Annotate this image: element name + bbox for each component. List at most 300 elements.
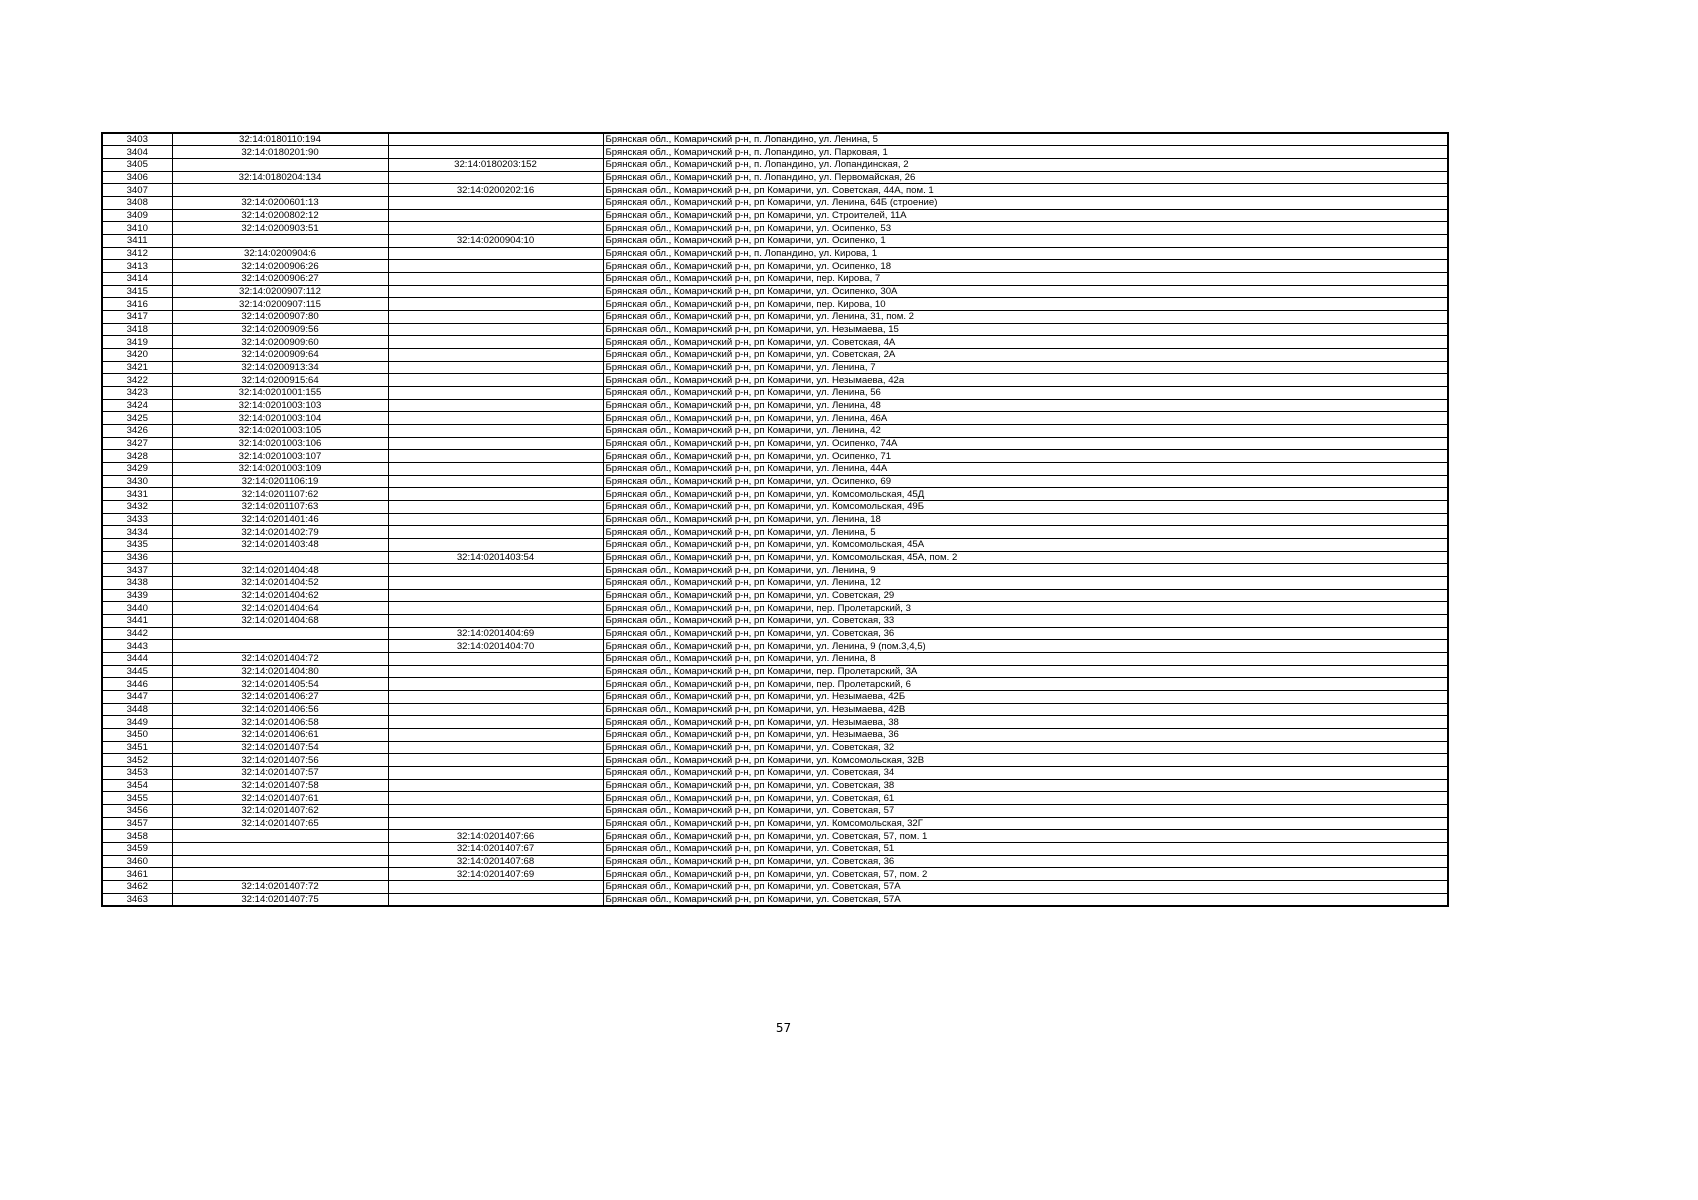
cadastral-number-alt-cell	[388, 462, 603, 475]
row-number-cell: 3457	[102, 817, 172, 830]
address-cell: Брянская обл., Комаричский р-н, рп Комаричи, ул. Советская, 36	[603, 855, 1448, 868]
cadastral-number-alt-cell	[388, 323, 603, 336]
address-cell: Брянская обл., Комаричский р-н, рп Комаричи, ул. Советская, 36	[603, 627, 1448, 640]
table-row	[102, 615, 1448, 628]
table-row	[102, 564, 1448, 577]
row-number-cell: 3422	[102, 374, 172, 387]
row-number-cell: 3452	[102, 754, 172, 767]
row-number-cell: 3455	[102, 792, 172, 805]
address-cell: Брянская обл., Комаричский р-н, рп Комаричи, ул. Ленина, 56	[603, 386, 1448, 399]
table-row	[102, 310, 1448, 323]
cadastral-number-cell: 32:14:0200913:34	[172, 361, 388, 374]
table-row	[102, 830, 1448, 843]
cadastral-number-alt-cell	[388, 348, 603, 361]
cadastral-number-alt-cell	[388, 500, 603, 513]
row-number-cell: 3418	[102, 323, 172, 336]
table-row	[102, 703, 1448, 716]
address-cell: Брянская обл., Комаричский р-н, рп Комаричи, ул. Советская, 32	[603, 741, 1448, 754]
cadastral-number-alt-cell: 32:14:0180203:152	[388, 158, 603, 171]
row-number-cell: 3450	[102, 729, 172, 742]
table-row	[102, 716, 1448, 729]
cadastral-number-alt-cell: 32:14:0201403:54	[388, 551, 603, 564]
cadastral-number-alt-cell	[388, 336, 603, 349]
cadastral-number-cell	[172, 868, 388, 881]
cadastral-number-cell: 32:14:0201404:64	[172, 602, 388, 615]
cadastral-number-alt-cell: 32:14:0200904:10	[388, 234, 603, 247]
row-number-cell: 3462	[102, 881, 172, 894]
cadastral-number-alt-cell: 32:14:0201407:68	[388, 855, 603, 868]
row-number-cell: 3406	[102, 171, 172, 184]
address-cell: Брянская обл., Комаричский р-н, рп Комаричи, пер. Пролетарский, 3	[603, 602, 1448, 615]
cadastral-number-alt-cell	[388, 741, 603, 754]
cadastral-number-cell	[172, 843, 388, 856]
row-number-cell: 3444	[102, 653, 172, 666]
row-number-cell: 3446	[102, 678, 172, 691]
address-cell: Брянская обл., Комаричский р-н, рп Комаричи, ул. Незымаева, 36	[603, 729, 1448, 742]
cadastral-number-cell	[172, 640, 388, 653]
cadastral-number-alt-cell	[388, 437, 603, 450]
cadastral-number-cell: 32:14:0201407:75	[172, 893, 388, 906]
table-row	[102, 817, 1448, 830]
address-cell: Брянская обл., Комаричский р-н, рп Комаричи, ул. Ленина, 48	[603, 399, 1448, 412]
registry-table-body	[102, 133, 1448, 906]
cadastral-number-cell: 32:14:0201003:105	[172, 424, 388, 437]
table-row	[102, 653, 1448, 666]
cadastral-number-alt-cell	[388, 386, 603, 399]
row-number-cell: 3411	[102, 234, 172, 247]
cadastral-number-alt-cell	[388, 805, 603, 818]
table-row	[102, 539, 1448, 552]
table-row	[102, 272, 1448, 285]
address-cell: Брянская обл., Комаричский р-н, рп Комаричи, ул. Осипенко, 1	[603, 234, 1448, 247]
address-cell: Брянская обл., Комаричский р-н, п. Лопандино, ул. Парковая, 1	[603, 146, 1448, 159]
cadastral-number-alt-cell: 32:14:0201407:69	[388, 868, 603, 881]
cadastral-number-cell: 32:14:0201401:46	[172, 513, 388, 526]
cadastral-number-cell: 32:14:0201403:48	[172, 539, 388, 552]
row-number-cell: 3454	[102, 779, 172, 792]
cadastral-number-alt-cell	[388, 602, 603, 615]
cadastral-number-cell: 32:14:0201107:62	[172, 488, 388, 501]
cadastral-number-cell	[172, 627, 388, 640]
address-cell: Брянская обл., Комаричский р-н, рп Комаричи, ул. Ленина, 31, пом. 2	[603, 310, 1448, 323]
cadastral-number-cell	[172, 158, 388, 171]
table-row	[102, 196, 1448, 209]
table-row	[102, 336, 1448, 349]
address-cell: Брянская обл., Комаричский р-н, рп Комаричи, ул. Советская, 2А	[603, 348, 1448, 361]
table-row	[102, 133, 1448, 146]
address-cell: Брянская обл., Комаричский р-н, рп Комаричи, пер. Пролетарский, 6	[603, 678, 1448, 691]
table-row	[102, 260, 1448, 273]
cadastral-number-alt-cell	[388, 285, 603, 298]
cadastral-number-cell: 32:14:0200907:80	[172, 310, 388, 323]
row-number-cell: 3414	[102, 272, 172, 285]
row-number-cell: 3441	[102, 615, 172, 628]
row-number-cell: 3461	[102, 868, 172, 881]
cadastral-number-cell: 32:14:0201406:56	[172, 703, 388, 716]
address-cell: Брянская обл., Комаричский р-н, рп Комаричи, ул. Советская, 38	[603, 779, 1448, 792]
table-row	[102, 741, 1448, 754]
cadastral-number-alt-cell	[388, 817, 603, 830]
address-cell: Брянская обл., Комаричский р-н, рп Комаричи, ул. Ленина, 42	[603, 424, 1448, 437]
row-number-cell: 3405	[102, 158, 172, 171]
address-cell: Брянская обл., Комаричский р-н, рп Комаричи, ул. Незымаева, 42Б	[603, 691, 1448, 704]
cadastral-number-alt-cell	[388, 754, 603, 767]
row-number-cell: 3430	[102, 475, 172, 488]
table-row	[102, 729, 1448, 742]
table-row	[102, 691, 1448, 704]
address-cell: Брянская обл., Комаричский р-н, рп Комаричи, ул. Советская, 57, пом. 1	[603, 830, 1448, 843]
row-number-cell: 3426	[102, 424, 172, 437]
row-number-cell: 3417	[102, 310, 172, 323]
cadastral-number-cell: 32:14:0201407:57	[172, 767, 388, 780]
table-row	[102, 222, 1448, 235]
row-number-cell: 3420	[102, 348, 172, 361]
cadastral-number-alt-cell	[388, 298, 603, 311]
row-number-cell: 3413	[102, 260, 172, 273]
table-row	[102, 602, 1448, 615]
address-cell: Брянская обл., Комаричский р-н, рп Комаричи, ул. Советская, 51	[603, 843, 1448, 856]
cadastral-number-cell: 32:14:0201106:19	[172, 475, 388, 488]
cadastral-number-alt-cell	[388, 589, 603, 602]
address-cell: Брянская обл., Комаричский р-н, рп Комаричи, ул. Ленина, 64Б (строение)	[603, 196, 1448, 209]
table-row	[102, 386, 1448, 399]
cadastral-number-alt-cell	[388, 539, 603, 552]
cadastral-number-alt-cell	[388, 450, 603, 463]
cadastral-number-alt-cell	[388, 310, 603, 323]
address-cell: Брянская обл., Комаричский р-н, рп Комаричи, ул. Осипенко, 30А	[603, 285, 1448, 298]
table-row	[102, 209, 1448, 222]
row-number-cell: 3419	[102, 336, 172, 349]
cadastral-number-cell: 32:14:0200903:51	[172, 222, 388, 235]
address-cell: Брянская обл., Комаричский р-н, рп Комаричи, ул. Осипенко, 69	[603, 475, 1448, 488]
cadastral-number-cell: 32:14:0201003:109	[172, 462, 388, 475]
table-row	[102, 792, 1448, 805]
cadastral-number-cell: 32:14:0201407:62	[172, 805, 388, 818]
address-cell: Брянская обл., Комаричский р-н, рп Комаричи, ул. Ленина, 46А	[603, 412, 1448, 425]
row-number-cell: 3434	[102, 526, 172, 539]
cadastral-number-alt-cell	[388, 399, 603, 412]
cadastral-number-alt-cell	[388, 881, 603, 894]
cadastral-number-cell: 32:14:0201404:48	[172, 564, 388, 577]
table-row	[102, 234, 1448, 247]
address-cell: Брянская обл., Комаричский р-н, п. Лопандино, ул. Первомайская, 26	[603, 171, 1448, 184]
row-number-cell: 3427	[102, 437, 172, 450]
row-number-cell: 3429	[102, 462, 172, 475]
cadastral-number-cell: 32:14:0200909:64	[172, 348, 388, 361]
cadastral-number-alt-cell	[388, 196, 603, 209]
address-cell: Брянская обл., Комаричский р-н, рп Комаричи, пер. Кирова, 7	[603, 272, 1448, 285]
table-row	[102, 500, 1448, 513]
row-number-cell: 3439	[102, 589, 172, 602]
table-row	[102, 754, 1448, 767]
cadastral-number-alt-cell: 32:14:0201404:69	[388, 627, 603, 640]
row-number-cell: 3437	[102, 564, 172, 577]
cadastral-number-cell: 32:14:0201406:27	[172, 691, 388, 704]
row-number-cell: 3456	[102, 805, 172, 818]
cadastral-number-cell: 32:14:0201407:54	[172, 741, 388, 754]
row-number-cell: 3424	[102, 399, 172, 412]
address-cell: Брянская обл., Комаричский р-н, рп Комаричи, ул. Советская, 57А	[603, 881, 1448, 894]
row-number-cell: 3431	[102, 488, 172, 501]
table-row	[102, 374, 1448, 387]
cadastral-number-alt-cell: 32:14:0200202:16	[388, 184, 603, 197]
table-row	[102, 893, 1448, 906]
address-cell: Брянская обл., Комаричский р-н, рп Комаричи, ул. Советская, 44А, пом. 1	[603, 184, 1448, 197]
cadastral-number-cell: 32:14:0201407:72	[172, 881, 388, 894]
table-row	[102, 184, 1448, 197]
address-cell: Брянская обл., Комаричский р-н, п. Лопандино, ул. Лопандинская, 2	[603, 158, 1448, 171]
cadastral-number-alt-cell	[388, 475, 603, 488]
cadastral-number-alt-cell	[388, 146, 603, 159]
registry-table	[101, 132, 1449, 907]
cadastral-number-alt-cell	[388, 729, 603, 742]
cadastral-number-cell: 32:14:0200907:115	[172, 298, 388, 311]
table-row	[102, 450, 1448, 463]
table-row	[102, 805, 1448, 818]
address-cell: Брянская обл., Комаричский р-н, рп Комаричи, ул. Ленина, 7	[603, 361, 1448, 374]
cadastral-number-alt-cell	[388, 171, 603, 184]
table-row	[102, 462, 1448, 475]
address-cell: Брянская обл., Комаричский р-н, рп Комаричи, ул. Ленина, 44А	[603, 462, 1448, 475]
address-cell: Брянская обл., Комаричский р-н, рп Комаричи, ул. Незымаева, 42а	[603, 374, 1448, 387]
table-row	[102, 348, 1448, 361]
cadastral-number-cell: 32:14:0200906:27	[172, 272, 388, 285]
cadastral-number-cell: 32:14:0200909:56	[172, 323, 388, 336]
row-number-cell: 3443	[102, 640, 172, 653]
cadastral-number-cell: 32:14:0180201:90	[172, 146, 388, 159]
cadastral-number-alt-cell	[388, 412, 603, 425]
row-number-cell: 3463	[102, 893, 172, 906]
table-row	[102, 589, 1448, 602]
table-row	[102, 146, 1448, 159]
cadastral-number-cell: 32:14:0201003:104	[172, 412, 388, 425]
row-number-cell: 3440	[102, 602, 172, 615]
table-row	[102, 627, 1448, 640]
cadastral-number-cell: 32:14:0201405:54	[172, 678, 388, 691]
address-cell: Брянская обл., Комаричский р-н, рп Комаричи, ул. Ленина, 5	[603, 526, 1448, 539]
cadastral-number-cell: 32:14:0201404:62	[172, 589, 388, 602]
cadastral-number-cell: 32:14:0201404:52	[172, 577, 388, 590]
address-cell: Брянская обл., Комаричский р-н, рп Комаричи, ул. Советская, 4А	[603, 336, 1448, 349]
address-cell: Брянская обл., Комаричский р-н, рп Комаричи, ул. Осипенко, 74А	[603, 437, 1448, 450]
row-number-cell: 3447	[102, 691, 172, 704]
cadastral-number-cell	[172, 551, 388, 564]
address-cell: Брянская обл., Комаричский р-н, рп Комаричи, ул. Комсомольская, 45Д	[603, 488, 1448, 501]
cadastral-number-alt-cell	[388, 513, 603, 526]
cadastral-number-cell: 32:14:0200907:112	[172, 285, 388, 298]
row-number-cell: 3459	[102, 843, 172, 856]
cadastral-number-alt-cell	[388, 424, 603, 437]
cadastral-number-alt-cell	[388, 653, 603, 666]
row-number-cell: 3432	[102, 500, 172, 513]
address-cell: Брянская обл., Комаричский р-н, рп Комаричи, ул. Советская, 57А	[603, 893, 1448, 906]
cadastral-number-alt-cell	[388, 665, 603, 678]
row-number-cell: 3416	[102, 298, 172, 311]
cadastral-number-cell: 32:14:0201407:61	[172, 792, 388, 805]
cadastral-number-cell: 32:14:0201404:68	[172, 615, 388, 628]
cadastral-number-cell: 32:14:0201003:107	[172, 450, 388, 463]
table-row	[102, 843, 1448, 856]
cadastral-number-alt-cell	[388, 767, 603, 780]
cadastral-number-alt-cell: 32:14:0201404:70	[388, 640, 603, 653]
cadastral-number-cell: 32:14:0201404:80	[172, 665, 388, 678]
cadastral-number-cell: 32:14:0200906:26	[172, 260, 388, 273]
cadastral-number-alt-cell	[388, 209, 603, 222]
row-number-cell: 3407	[102, 184, 172, 197]
address-cell: Брянская обл., Комаричский р-н, рп Комаричи, ул. Осипенко, 18	[603, 260, 1448, 273]
cadastral-number-cell: 32:14:0200909:60	[172, 336, 388, 349]
table-row	[102, 361, 1448, 374]
address-cell: Брянская обл., Комаричский р-н, рп Комаричи, ул. Ленина, 12	[603, 577, 1448, 590]
row-number-cell: 3415	[102, 285, 172, 298]
cadastral-number-cell: 32:14:0201407:56	[172, 754, 388, 767]
address-cell: Брянская обл., Комаричский р-н, рп Комаричи, ул. Советская, 61	[603, 792, 1448, 805]
cadastral-number-cell	[172, 855, 388, 868]
table-row	[102, 513, 1448, 526]
row-number-cell: 3433	[102, 513, 172, 526]
cadastral-number-alt-cell	[388, 222, 603, 235]
address-cell: Брянская обл., Комаричский р-н, рп Комаричи, ул. Осипенко, 53	[603, 222, 1448, 235]
cadastral-number-cell: 32:14:0201406:61	[172, 729, 388, 742]
cadastral-number-cell: 32:14:0201406:58	[172, 716, 388, 729]
address-cell: Брянская обл., Комаричский р-н, рп Комаричи, ул. Советская, 29	[603, 589, 1448, 602]
row-number-cell: 3442	[102, 627, 172, 640]
table-row	[102, 526, 1448, 539]
row-number-cell: 3460	[102, 855, 172, 868]
cadastral-number-cell: 32:14:0201107:63	[172, 500, 388, 513]
row-number-cell: 3425	[102, 412, 172, 425]
cadastral-number-alt-cell	[388, 691, 603, 704]
table-row	[102, 158, 1448, 171]
address-cell: Брянская обл., Комаричский р-н, рп Комаричи, ул. Строителей, 11А	[603, 209, 1448, 222]
row-number-cell: 3445	[102, 665, 172, 678]
address-cell: Брянская обл., Комаричский р-н, рп Комаричи, ул. Комсомольская, 32В	[603, 754, 1448, 767]
cadastral-number-cell	[172, 184, 388, 197]
table-row	[102, 868, 1448, 881]
cadastral-number-alt-cell	[388, 716, 603, 729]
row-number-cell: 3438	[102, 577, 172, 590]
row-number-cell: 3403	[102, 133, 172, 146]
table-row	[102, 767, 1448, 780]
address-cell: Брянская обл., Комаричский р-н, п. Лопандино, ул. Кирова, 1	[603, 247, 1448, 260]
table-row	[102, 171, 1448, 184]
cadastral-number-cell: 32:14:0180110:194	[172, 133, 388, 146]
row-number-cell: 3410	[102, 222, 172, 235]
address-cell: Брянская обл., Комаричский р-н, рп Комаричи, ул. Советская, 33	[603, 615, 1448, 628]
address-cell: Брянская обл., Комаричский р-н, рп Комаричи, ул. Незымаева, 15	[603, 323, 1448, 336]
row-number-cell: 3435	[102, 539, 172, 552]
table-row	[102, 247, 1448, 260]
cadastral-number-cell: 32:14:0201407:65	[172, 817, 388, 830]
table-row	[102, 424, 1448, 437]
row-number-cell: 3409	[102, 209, 172, 222]
cadastral-number-alt-cell	[388, 488, 603, 501]
table-row	[102, 399, 1448, 412]
address-cell: Брянская обл., Комаричский р-н, рп Комаричи, ул. Комсомольская, 45А	[603, 539, 1448, 552]
cadastral-number-cell: 32:14:0201407:58	[172, 779, 388, 792]
cadastral-number-alt-cell	[388, 361, 603, 374]
cadastral-number-alt-cell	[388, 526, 603, 539]
cadastral-number-alt-cell: 32:14:0201407:67	[388, 843, 603, 856]
address-cell: Брянская обл., Комаричский р-н, рп Комаричи, ул. Комсомольская, 49Б	[603, 500, 1448, 513]
address-cell: Брянская обл., Комаричский р-н, рп Комаричи, ул. Ленина, 9	[603, 564, 1448, 577]
row-number-cell: 3404	[102, 146, 172, 159]
cadastral-number-alt-cell	[388, 678, 603, 691]
row-number-cell: 3436	[102, 551, 172, 564]
row-number-cell: 3412	[102, 247, 172, 260]
row-number-cell: 3428	[102, 450, 172, 463]
address-cell: Брянская обл., Комаричский р-н, п. Лопандино, ул. Ленина, 5	[603, 133, 1448, 146]
row-number-cell: 3423	[102, 386, 172, 399]
cadastral-number-cell: 32:14:0200915:64	[172, 374, 388, 387]
cadastral-number-alt-cell	[388, 703, 603, 716]
table-row	[102, 881, 1448, 894]
table-row	[102, 323, 1448, 336]
address-cell: Брянская обл., Комаричский р-н, рп Комаричи, ул. Комсомольская, 32Г	[603, 817, 1448, 830]
row-number-cell: 3408	[102, 196, 172, 209]
row-number-cell: 3421	[102, 361, 172, 374]
cadastral-number-cell: 32:14:0201402:79	[172, 526, 388, 539]
address-cell: Брянская обл., Комаричский р-н, рп Комаричи, ул. Ленина, 18	[603, 513, 1448, 526]
table-row	[102, 298, 1448, 311]
cadastral-number-alt-cell	[388, 260, 603, 273]
address-cell: Брянская обл., Комаричский р-н, рп Комаричи, пер. Пролетарский, 3А	[603, 665, 1448, 678]
table-row	[102, 412, 1448, 425]
cadastral-number-alt-cell	[388, 615, 603, 628]
table-row	[102, 577, 1448, 590]
row-number-cell: 3449	[102, 716, 172, 729]
table-row	[102, 285, 1448, 298]
cadastral-number-cell: 32:14:0201404:72	[172, 653, 388, 666]
cadastral-number-cell	[172, 234, 388, 247]
cadastral-number-alt-cell	[388, 564, 603, 577]
address-cell: Брянская обл., Комаричский р-н, рп Комаричи, ул. Ленина, 8	[603, 653, 1448, 666]
cadastral-number-cell: 32:14:0201001:155	[172, 386, 388, 399]
cadastral-number-cell	[172, 830, 388, 843]
table-row	[102, 488, 1448, 501]
cadastral-number-alt-cell	[388, 779, 603, 792]
table-row	[102, 437, 1448, 450]
address-cell: Брянская обл., Комаричский р-н, рп Комаричи, пер. Кирова, 10	[603, 298, 1448, 311]
table-row	[102, 665, 1448, 678]
row-number-cell: 3448	[102, 703, 172, 716]
address-cell: Брянская обл., Комаричский р-н, рп Комаричи, ул. Комсомольская, 45А, пом. 2	[603, 551, 1448, 564]
table-row	[102, 855, 1448, 868]
cadastral-number-alt-cell	[388, 272, 603, 285]
cadastral-number-cell: 32:14:0180204:134	[172, 171, 388, 184]
page-number: 57	[775, 1021, 792, 1035]
cadastral-number-cell: 32:14:0200601:13	[172, 196, 388, 209]
cadastral-number-cell: 32:14:0200904:6	[172, 247, 388, 260]
address-cell: Брянская обл., Комаричский р-н, рп Комаричи, ул. Советская, 57, пом. 2	[603, 868, 1448, 881]
cadastral-number-cell: 32:14:0200802:12	[172, 209, 388, 222]
table-row	[102, 475, 1448, 488]
cadastral-number-alt-cell	[388, 374, 603, 387]
row-number-cell: 3453	[102, 767, 172, 780]
row-number-cell: 3458	[102, 830, 172, 843]
address-cell: Брянская обл., Комаричский р-н, рп Комаричи, ул. Осипенко, 71	[603, 450, 1448, 463]
address-cell: Брянская обл., Комаричский р-н, рп Комаричи, ул. Незымаева, 42В	[603, 703, 1448, 716]
cadastral-number-alt-cell	[388, 792, 603, 805]
cadastral-number-alt-cell: 32:14:0201407:66	[388, 830, 603, 843]
table-row	[102, 779, 1448, 792]
address-cell: Брянская обл., Комаричский р-н, рп Комаричи, ул. Советская, 34	[603, 767, 1448, 780]
table-row	[102, 640, 1448, 653]
table-row	[102, 678, 1448, 691]
cadastral-number-alt-cell	[388, 133, 603, 146]
table-row	[102, 551, 1448, 564]
address-cell: Брянская обл., Комаричский р-н, рп Комаричи, ул. Ленина, 9 (пом.3,4,5)	[603, 640, 1448, 653]
